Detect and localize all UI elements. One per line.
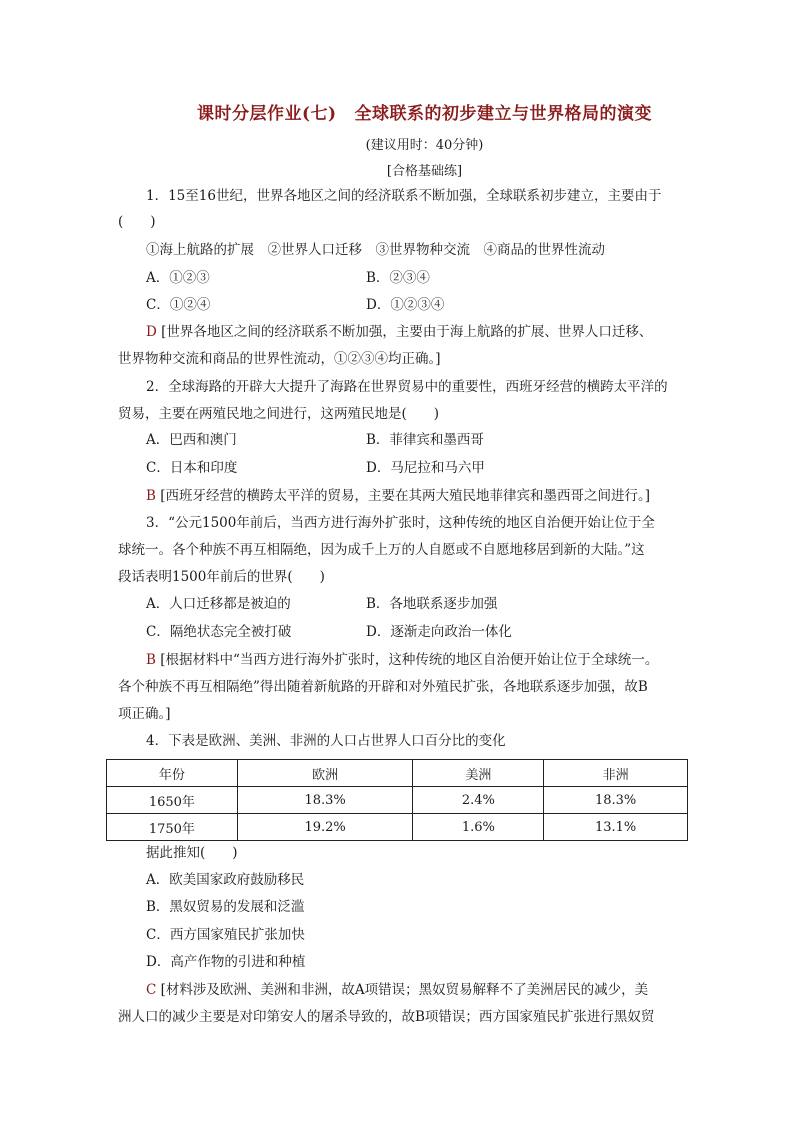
q4-line2: 据此推知( ) [146, 845, 238, 861]
table-cell: 13.1% [544, 814, 688, 841]
q3-answer-line3: 项正确。] [118, 706, 171, 722]
q3-line1: 3．“公元1500年前后，当西方进行海外扩张时，这种传统的地区自治便开始让位于全 [146, 515, 655, 531]
q2-option-c: C．日本和印度 [146, 460, 238, 476]
q2-line1: 2．全球海路的开辟大大提升了海路在世界贸易中的重要性，西班牙经营的横跨太平洋的 [146, 379, 668, 395]
population-table [106, 759, 688, 841]
table-header-cell: 非洲 [544, 760, 688, 787]
table-cell: 18.3% [237, 787, 413, 814]
table-row [107, 814, 688, 841]
q4-option-c: C．西方国家殖民扩张加快 [146, 927, 305, 943]
table-cell: 2.4% [413, 787, 544, 814]
suggested-time: (建议用时：40分钟) [365, 138, 484, 153]
title-left: 课时分层作业(七) [196, 104, 337, 124]
q2-answer-letter: B [146, 488, 156, 504]
q2-option-d: D．马尼拉和马六甲 [366, 460, 485, 476]
q2-answer-line1: B [西班牙经营的横跨太平洋的贸易，主要在其两大殖民地菲律宾和墨西哥之间进行。] [146, 488, 651, 504]
q1-answer-line2: 世界物种交流和商品的世界性流动，①②③④均正确。] [118, 351, 441, 367]
table-cell: 1650年 [107, 787, 238, 814]
table-cell: 19.2% [237, 814, 413, 841]
q4-option-a: A．欧美国家政府鼓励移民 [146, 872, 305, 888]
table-header-cell: 年份 [107, 760, 238, 787]
q1-option-a: A．①②③ [146, 270, 210, 286]
q4-answer-line2: 洲人口的减少主要是对印第安人的屠杀导致的，故B项错误；西方国家殖民扩张进行黑奴贸 [118, 1009, 655, 1025]
q4-answer-line1: C [材料涉及欧洲、美洲和非洲，故A项错误；黑奴贸易解释不了美洲居民的减少，美 [146, 982, 649, 998]
q4-answer-letter: C [146, 982, 157, 998]
table-cell: 1750年 [107, 814, 238, 841]
q3-option-d: D．逐渐走向政治一体化 [366, 624, 512, 640]
q1-option-d: D．①②③④ [366, 297, 445, 313]
q1-line2: ( ) [118, 214, 156, 230]
table-header-row [107, 760, 688, 787]
q3-answer-letter: B [146, 652, 156, 668]
q1-option-c: C．①②④ [146, 297, 211, 313]
q4-line1: 4．下表是欧洲、美洲、非洲的人口占世界人口百分比的变化 [146, 733, 506, 749]
q3-option-a: A．人口迁移都是被迫的 [146, 596, 291, 612]
q1-option-b: B．②③④ [366, 270, 430, 286]
table-row [107, 787, 688, 814]
section-heading: [合格基础练] [386, 164, 463, 179]
page-title [0, 99, 794, 124]
table-header-cell: 美洲 [413, 760, 544, 787]
q3-option-c: C．隔绝状态完全被打破 [146, 624, 292, 640]
q3-answer-line1: B [根据材料中“当西方进行海外扩张时，这种传统的地区自治便开始让位于全球统一。 [146, 652, 659, 668]
q1-answer-line1: D [世界各地区之间的经济联系不断加强，主要由于海上航路的扩展、世界人口迁移、 [146, 324, 653, 340]
q1-answer-letter: D [146, 324, 157, 340]
q1-line3: ①海上航路的扩展 ②世界人口迁移 ③世界物种交流 ④商品的世界性流动 [146, 242, 605, 258]
q4-option-d: D．高产作物的引进和种植 [146, 954, 306, 970]
q3-answer-line2: 各个种族不再互相隔绝”得出随着新航路的开辟和对外殖民扩张，各地联系逐步加强，故B [118, 679, 648, 695]
table-cell: 18.3% [544, 787, 688, 814]
title-right: 全球联系的初步建立与世界格局的演变 [354, 104, 653, 124]
q3-option-b: B．各地联系逐步加强 [366, 596, 498, 612]
q3-line2: 球统一。各个种族不再互相隔绝，因为成千上万的人自愿或不自愿地移居到新的大陆。”这 [118, 542, 645, 558]
q4-option-b: B．黑奴贸易的发展和泛滥 [146, 899, 305, 915]
q2-line2: 贸易，主要在两殖民地之间进行，这两殖民地是( ) [118, 406, 440, 422]
q2-option-a: A．巴西和澳门 [146, 432, 237, 448]
q1-line1: 1．15至16世纪，世界各地区之间的经济联系不断加强，全球联系初步建立，主要由于 [146, 188, 662, 204]
table-cell: 1.6% [413, 814, 544, 841]
q2-option-b: B．菲律宾和墨西哥 [366, 432, 484, 448]
table-header-cell: 欧洲 [237, 760, 413, 787]
q3-line3: 段话表明1500年前后的世界( ) [118, 569, 325, 585]
